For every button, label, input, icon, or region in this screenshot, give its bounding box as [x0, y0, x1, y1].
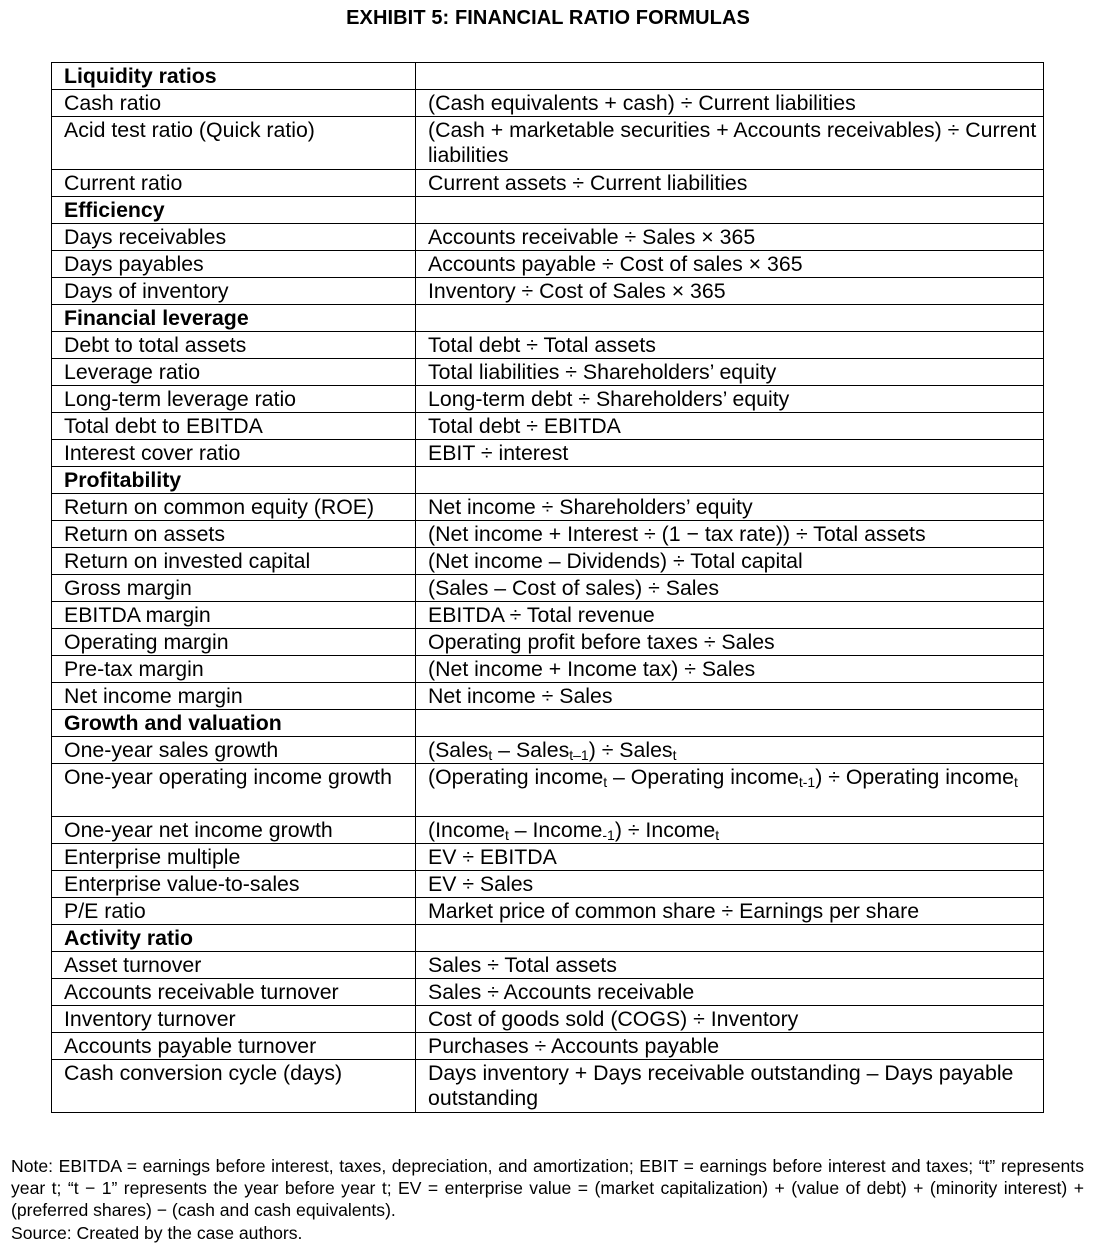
ratio-formula: EV ÷ EBITDA	[416, 844, 1044, 871]
ratio-formula: EV ÷ Sales	[416, 871, 1044, 898]
ratio-formula: Accounts receivable ÷ Sales × 365	[416, 224, 1044, 251]
ratio-name: Leverage ratio	[52, 359, 416, 386]
ratio-formula: Sales ÷ Total assets	[416, 952, 1044, 979]
formula-subscript: t	[672, 747, 677, 763]
ratio-formula: (Cash equivalents + cash) ÷ Current liabilities	[416, 90, 1044, 117]
ratio-row	[52, 224, 1044, 251]
formula-text: (Sales	[428, 738, 489, 762]
ratio-formula: Operating profit before taxes ÷ Sales	[416, 629, 1044, 656]
formula-subscript: -1	[602, 827, 615, 843]
ratio-formula: Days inventory + Days receivable outstanding – Days payable outstanding	[416, 1060, 1044, 1113]
ratio-row	[52, 413, 1044, 440]
ratio-row	[52, 117, 1044, 170]
ratio-name: Current ratio	[52, 170, 416, 197]
ratio-formula	[416, 817, 1044, 844]
formula-text: – Income	[508, 818, 603, 842]
section-title: Liquidity ratios	[52, 63, 416, 90]
ratio-row	[52, 629, 1044, 656]
ratio-name: Return on invested capital	[52, 548, 416, 575]
ratio-row	[52, 1060, 1044, 1113]
ratio-row	[52, 521, 1044, 548]
ratio-formula	[416, 63, 1044, 90]
ratio-row	[52, 440, 1044, 467]
ratio-row	[52, 952, 1044, 979]
ratio-name: P/E ratio	[52, 898, 416, 925]
ratio-formula: Inventory ÷ Cost of Sales × 365	[416, 278, 1044, 305]
ratio-formula: Total debt ÷ EBITDA	[416, 413, 1044, 440]
ratio-row	[52, 359, 1044, 386]
ratio-row	[52, 764, 1044, 817]
ratio-name: Accounts receivable turnover	[52, 979, 416, 1006]
formula-text: – Sales	[492, 738, 570, 762]
ratio-name: Days payables	[52, 251, 416, 278]
ratio-row	[52, 737, 1044, 764]
ratio-name: One-year sales growth	[52, 737, 416, 764]
ratio-name: Cash conversion cycle (days)	[52, 1060, 416, 1113]
ratio-row	[52, 898, 1044, 925]
exhibit-title: EXHIBIT 5: FINANCIAL RATIO FORMULAS	[346, 7, 750, 29]
ratio-formula	[416, 467, 1044, 494]
ratio-name: Pre-tax margin	[52, 656, 416, 683]
ratio-row	[52, 170, 1044, 197]
ratio-formula	[416, 710, 1044, 737]
ratio-row	[52, 494, 1044, 521]
formula-subscript: t	[1013, 774, 1018, 790]
ratio-formula: Total debt ÷ Total assets	[416, 332, 1044, 359]
ratio-formula	[416, 737, 1044, 764]
ratio-name: Total debt to EBITDA	[52, 413, 416, 440]
ratio-name: Net income margin	[52, 683, 416, 710]
ratio-formula	[416, 197, 1044, 224]
ratio-formula: (Sales – Cost of sales) ÷ Sales	[416, 575, 1044, 602]
section-title: Growth and valuation	[52, 710, 416, 737]
ratio-formula: EBIT ÷ interest	[416, 440, 1044, 467]
ratio-row	[52, 683, 1044, 710]
ratio-name: One-year operating income growth	[52, 764, 416, 817]
ratio-name: Return on assets	[52, 521, 416, 548]
formula-text: ) ÷ Operating income	[815, 765, 1014, 789]
formula-text: ) ÷ Income	[614, 818, 716, 842]
ratio-formula: Net income ÷ Sales	[416, 683, 1044, 710]
ratio-name: Days receivables	[52, 224, 416, 251]
formula-subscript: t–1	[569, 747, 589, 763]
ratio-row	[52, 332, 1044, 359]
formula-text: ) ÷ Sales	[588, 738, 673, 762]
ratio-row	[52, 251, 1044, 278]
source-line: Source: Created by the case authors.	[11, 1223, 303, 1243]
formula-subscript: t	[603, 774, 608, 790]
ratio-formula: (Cash + marketable securities + Accounts receivables) ÷ Current liabilities	[416, 117, 1044, 170]
section-header-row	[52, 467, 1044, 494]
ratio-formula: Purchases ÷ Accounts payable	[416, 1033, 1044, 1060]
ratio-row	[52, 1033, 1044, 1060]
ratio-formula: Current assets ÷ Current liabilities	[416, 170, 1044, 197]
ratio-name: EBITDA margin	[52, 602, 416, 629]
ratio-row	[52, 548, 1044, 575]
section-header-row	[52, 197, 1044, 224]
ratio-formula: EBITDA ÷ Total revenue	[416, 602, 1044, 629]
ratio-row	[52, 656, 1044, 683]
ratio-name: Gross margin	[52, 575, 416, 602]
ratio-row	[52, 575, 1044, 602]
ratio-row	[52, 1006, 1044, 1033]
ratio-row	[52, 386, 1044, 413]
ratio-formula: Cost of goods sold (COGS) ÷ Inventory	[416, 1006, 1044, 1033]
ratio-row	[52, 979, 1044, 1006]
section-title: Activity ratio	[52, 925, 416, 952]
ratio-name: One-year net income growth	[52, 817, 416, 844]
ratio-row	[52, 817, 1044, 844]
ratio-row	[52, 602, 1044, 629]
ratio-formula	[416, 925, 1044, 952]
ratio-formula: Sales ÷ Accounts receivable	[416, 979, 1044, 1006]
ratio-formula	[416, 305, 1044, 332]
ratio-name: Accounts payable turnover	[52, 1033, 416, 1060]
ratio-row	[52, 278, 1044, 305]
formula-text: (Income	[428, 818, 505, 842]
ratio-name: Acid test ratio (Quick ratio)	[52, 117, 416, 170]
ratio-formula: (Net income + Income tax) ÷ Sales	[416, 656, 1044, 683]
ratio-formula: Market price of common share ÷ Earnings per share	[416, 898, 1044, 925]
ratio-formula: Accounts payable ÷ Cost of sales × 365	[416, 251, 1044, 278]
ratio-formula: (Net income – Dividends) ÷ Total capital	[416, 548, 1044, 575]
formula-subscript: t	[488, 747, 493, 763]
ratio-formula	[416, 764, 1044, 817]
ratio-row	[52, 871, 1044, 898]
footnote: Note: EBITDA = earnings before interest, taxes, depreciation, and amortization; EBIT = earnings before interest and taxes; “t” represents year t; “t − 1” represents the year before year t; EV = enterprise value = (market capitalization) + (value of debt) + (minority interest) + (preferred shares) − (cash and cash equivalents).	[11, 1156, 1084, 1220]
section-title: Efficiency	[52, 197, 416, 224]
formula-subscript: t	[504, 827, 509, 843]
section-title: Profitability	[52, 467, 416, 494]
ratio-name: Return on common equity (ROE)	[52, 494, 416, 521]
section-header-row	[52, 925, 1044, 952]
ratio-name: Enterprise multiple	[52, 844, 416, 871]
section-header-row	[52, 710, 1044, 737]
formula-text: (Operating income	[428, 765, 604, 789]
ratio-name: Interest cover ratio	[52, 440, 416, 467]
section-title: Financial leverage	[52, 305, 416, 332]
formula-subscript: t	[715, 827, 720, 843]
ratio-table-body	[52, 63, 1044, 1113]
ratio-row	[52, 90, 1044, 117]
ratio-name: Days of inventory	[52, 278, 416, 305]
ratio-formula: Total liabilities ÷ Shareholders’ equity	[416, 359, 1044, 386]
formula-subscript: t-1	[798, 774, 816, 790]
formula-text: – Operating income	[607, 765, 799, 789]
ratio-name: Asset turnover	[52, 952, 416, 979]
ratio-name: Inventory turnover	[52, 1006, 416, 1033]
ratio-name: Long-term leverage ratio	[52, 386, 416, 413]
ratio-name: Debt to total assets	[52, 332, 416, 359]
ratio-name: Enterprise value-to-sales	[52, 871, 416, 898]
ratio-formula: Net income ÷ Shareholders’ equity	[416, 494, 1044, 521]
ratio-name: Cash ratio	[52, 90, 416, 117]
ratio-name: Operating margin	[52, 629, 416, 656]
section-header-row	[52, 63, 1044, 90]
ratio-formula: (Net income + Interest ÷ (1 − tax rate)) ÷ Total assets	[416, 521, 1044, 548]
section-header-row	[52, 305, 1044, 332]
ratio-formula: Long-term debt ÷ Shareholders’ equity	[416, 386, 1044, 413]
ratio-formulas-table	[51, 62, 1044, 1113]
ratio-row	[52, 844, 1044, 871]
